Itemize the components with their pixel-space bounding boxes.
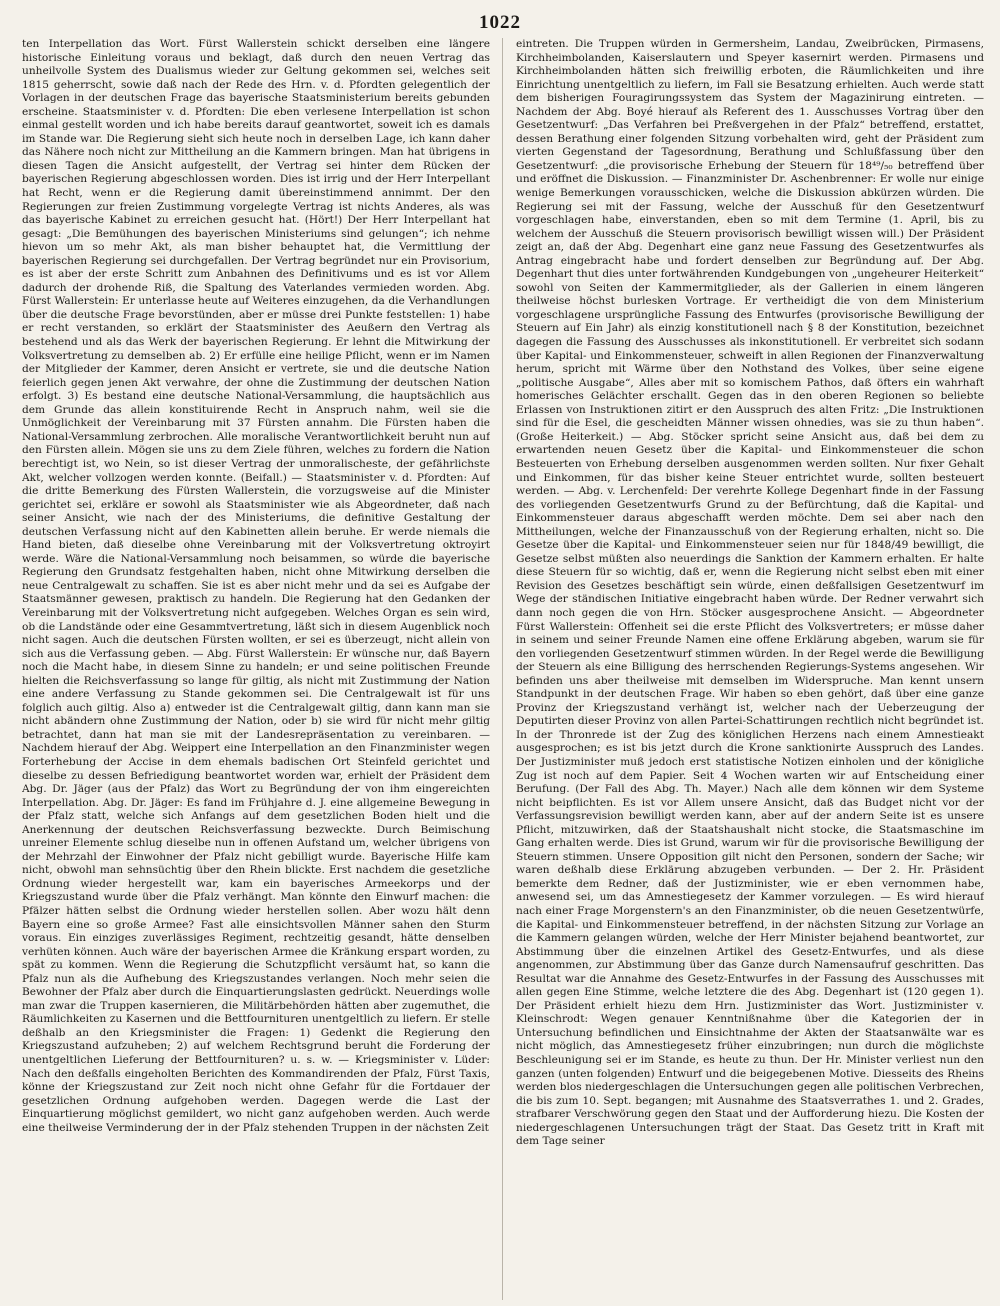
left-column — [22, 38, 490, 1300]
right-column-text: eintreten. Die Truppen würden in Germersheim, Landau, Zweibrücken, Pirmasens, Kirchheimbolanden, Kaiserslautern und Speyer kasernirt werden. Pirmasens und Kirchheimbolanden hätten sich freiwillig erboten, die Räumlichkeiten und ihre Einrichtung unentgeltlich zu liefern, im Fall sie Besatzung erhielten. Auch werde statt dem bisherigen Fouragirungssystem das System der Magazinirung eintreten. — Nachdem der Abg. Boyé hierauf als Referent des 1. Ausschusses Vortrag über den Gesetzentwurf: „Das Verfahren bei Preßvergehen in der Pfalz“ betreffend, erstattet, dessen Berathung einer folgenden Sitzung vorbehalten wird, geht der Präsident zum vierten Gegenstand der Tagesordnung, Berathung und Schlußfassung über den Gesetzentwurf: „die provisorische Erhebung der Steuern für 18⁴⁹/₅₀ betreffend über und eröffnet die Diskussion. — Finanzminister Dr. Aschenbrenner: Er wolle nur einige wenige Bemerkungen vorausschicken, welche die Diskussion abkürzen würden. Die Regierung sei mit der Fassung, welche der Ausschuß für den Gesetzentwurf vorgeschlagen habe, einverstanden, eben so mit dem Termine (1. April, bis zu welchem der Ausschuß die Steuern provisorisch bewilligt wissen will.) Der Präsident zeigt an, daß der Abg. Degenhart eine ganz neue Fassung des Gesetzentwurfes als Antrag eingebracht habe und fordert denselben zur Begründung auf. Der Abg. Degenhart thut dies unter fortwährenden Kundgebungen von „ungeheurer Heiterkeit“ sowohl von Seiten der Kammermitglieder, als der Gallerien in einem längeren theilweise höchst burlesken Vortrage. Er vertheidigt die von dem Ministerium vorgeschlagene ursprüngliche Fassung des Entwurfes (provisorische Bewilligung der Steuern auf Ein Jahr) als einzig konstitutionell nach § 8 der Konstitution, bezeichnet dagegen die Fassung des Ausschusses als inkonstitutionell. Er verbreitet sich sodann über Kapital- und Einkommensteuer, schweift in allen Regionen der Finanzverwaltung herum, spricht mit Wärme über den Nothstand des Volkes, über seine eigene „politische Ausgabe“, Alles aber mit so komischem Pathos, daß öfters ein wahrhaft homerisches Gelächter erschallt. Gegen das in den oberen Regionen so beliebte Erlassen von Instruktionen zitirt er den Ausspruch des alten Fritz: „Die Instruktionen sind für die Esel, die gescheidten Männer wissen ohnedies, was sie zu thun haben“. (Große Heiterkeit.) — Abg. Stöcker spricht seine Ansicht aus, daß bei dem zu erwartenden neuen Gesetz über die Kapital- und Einkommensteuer die schon Besteuerten von Erhebung derselben ausgenommen werden sollten. Nur fixer Gehalt und Einkommen, für das bisher keine Steuer entrichtet wurde, sollten besteuert werden. — Abg. v. Lerchenfeld: Der verehrte Kollege Degenhart finde in der Fassung des vorliegenden Gesetzentwurfs Grund zu der Befürchtung, daß die Kapital- und Einkommensteuer daraus abgeschafft werden möchte. Dem sei aber nach den Mittheilungen, welche der Finanzausschuß von der Regierung erhalten, nicht so. Die Gesetze über die Kapital- und Einkommensteuer seien nur für 1848/49 bewilligt, die Gesetze selbst müßten also neuerdings die Sanktion der Kammern erhalten. Er halte diese Steuern für so wichtig, daß er, wenn die Regierung nicht selbst eben mit einer Revision des Gesetzes beschäftigt sein würde, einen deßfallsigen Gesetzentwurf im Wege der ständischen Initiative eingebracht haben würde. Der Redner verwahrt sich dann noch gegen die von Hrn. Stöcker ausgesprochene Ansicht. — Abgeordneter Fürst Wallerstein: Offenheit sei die erste Pflicht des Volksvertreters; er müsse daher in seinem und seiner Freunde Namen eine offene Erklärung abgeben, warum sie für den vorliegenden Gesetzentwurf stimmen würden. In der Regel werde die Bewilligung der Steuern als eine Billigung des herrschenden Regierungs-Systems angesehen. Wir befinden uns aber theilweise mit demselben im Widerspruche. Man kennt unsern Standpunkt in der deutschen Frage. Wir haben so eben gehört, daß über eine ganze Provinz der Kriegszustand verhängt ist, welcher nach der Ueberzeugung der Deputirten dieser Provinz von allen Partei-Schattirungen rechtlich nicht begründet ist. In der Thronrede ist der Zug des königlichen Herzens nach einem Amnestieakt ausgesprochen; es ist bis jetzt durch die Krone sanktionirte Ausspruch des Landes. Der Justizminister muß jedoch erst statistische Notizen einholen und der königliche Zug ist noch auf dem Papier. Seit 4 Wochen warten wir auf Entscheidung einer Berufung. (Der Fall des Abg. Th. Mayer.) Nach alle dem können wir dem Systeme nicht beipflichten. Es ist vor Allem unsere Ansicht, daß das Budget nicht vor der Verfassungsrevision bewilligt werden kann, aber auf der andern Seite ist es unsere Pflicht, mitzuwirken, daß der Staatshaushalt nicht stocke, die Staatsmaschine im Gang erhalten werde. Dies ist Grund, warum wir für die provisorische Bewilligung der Steuern stimmen. Unsere Opposition gilt nicht den Personen, sondern der Sache; wir waren deßhalb diese Erklärung abzugeben verbunden. — Der 2. Hr. Präsident bemerkte dem Redner, daß der Justizminister, wie er eben vernommen habe, anwesend sei, um das Amnestiegesetz der Kammer vorzulegen. — Es wird hierauf nach einer Frage Morgenstern's an den Finanzminister, ob die neuen Gesetzentwürfe, die Kapital- und Einkommensteuer betreffend, in der nächsten Sitzung zur Vorlage an die Kammern gelangen würden, welche der Herr Minister bejahend beantwortet, zur Abstimmung über die einzelnen Artikel des Gesetz-Entwurfes, und als diese angenommen, zur Abstimmung über das Ganze durch Namensaufruf geschritten. Das Resultat war die Annahme des Gesetz-Entwurfes in der Fassung des Ausschusses mit allen gegen Eine Stimme, welche letztere die des Abg. Degenhart ist (120 gegen 1). Der Präsident erhielt hiezu dem Hrn. Justizminister das Wort. Justizminister v. Kleinschrodt: Wegen genauer Kenntnißnahme über die Kategorien der in Untersuchung befindlichen und Einsichtnahme der Akten der Staatsanwälte war es nicht möglich, das Amnestiegesetz früher einzubringen; nun durch die möglichste Beschleunigung sei er im Stande, es heute zu thun. Der Hr. Minister verliest nun den ganzen (unten folgenden) Entwurf und die beigegebenen Motive. Diesseits des Rheins werden blos niedergeschlagen die Untersuchungen gegen alle politischen Verbrechen, die bis zum 10. Sept. begangen; mit Ausnahme des Staatsverrathes 1. und 2. Grades, strafbarer Verschwörung gegen den Staat und der Aufforderung hiezu. Die Kosten der niedergeschlagenen Untersuchungen trägt der Staat. Das Gesetz tritt in Kraft mit dem Tage seiner — [516, 38, 984, 1148]
page-number: 1022 — [479, 12, 521, 33]
left-column-text: ten Interpellation das Wort. Fürst Wallerstein schickt derselben eine längere historische Einleitung voraus und beklagt, daß durch den neuen Vertrag das unheilvolle System des Dualismus wieder zur Geltung gekommen sei, welches seit 1815 geherrscht, sowie daß nach der Rede des Hrn. v. d. Pfordten gelegentlich der Vorlagen in der deutschen Frage das bayerische Staatsministerium bereits gebunden erscheine. Staatsminister v. d. Pfordten: Die eben verlesene Interpellation ist schon einmal gestellt worden und ich habe bereits darauf geantwortet, soweit ich es damals im Stande war. Die Regierung sieht sich heute noch in derselben Lage, ich kann daher das Nähere noch nicht zur Mittheilung an die Kammern bringen. Man hat übrigens in diesen Tagen die Ansicht aufgestellt, der Vertrag sei hinter dem Rücken der bayerischen Regierung abgeschlossen worden. Dies ist irrig und der Herr Interpellant hat Recht, wenn er die Regierung damit übereinstimmend annimmt. Der den Regierungen zur freien Zustimmung vorgelegte Vertrag ist nichts Anderes, als was das bayerische Kabinet zu erreichen gesucht hat. (Hört!) Der Herr Interpellant hat gesagt: „Die Bemühungen des bayerischen Ministeriums sind gelungen“; ich nehme hievon um so mehr Akt, als man bisher behauptet hat, die Vermittlung der bayerischen Regierung sei durchgefallen. Der Vertrag begründet nur ein Provisorium, es ist aber der erste Schritt zum Anbahnen des Definitivums und es ist vor Allem dadurch der drohende Riß, die Spaltung des Vaterlandes vermieden worden. Abg. Fürst Wallerstein: Er unterlasse heute auf Weiteres einzugehen, da die Verhandlungen über die deutsche Frage bevorstünden, aber er müsse drei Punkte feststellen: 1) habe er recht verstanden, so erklärt der Staatsminister des Aeußern den Vertrag als bestehend und als das Werk der bayerischen Regierung. Er lehnt die Mitwirkung der Volksvertretung zu demselben ab. 2) Er erfülle eine heilige Pflicht, wenn er im Namen der Mitglieder der Kammer, deren Ansicht er vertrete, sie und die deutsche Nation feierlich gegen jenen Akt verwahre, der ohne die Zustimmung der deutschen Nation erfolgt. 3) Es bestand eine deutsche National-Versammlung, die hauptsächlich aus dem Grunde das allein konstituirende Recht in Anspruch nahm, weil sie die Unmöglichkeit der Vereinbarung mit 37 Fürsten annahm. Die Fürsten haben die National-Versammlung zerbrochen. Alle moralische Verantwortlichkeit beruht nun auf den Fürsten allein. Mögen sie uns zu dem Ziele führen, welches zu fordern die Nation berechtigt ist, wo Nein, so ist dieser Vertrag der unmoralischeste, der gefährlichste Akt, welcher vollzogen werden konnte. (Beifall.) — Staatsminister v. d. Pfordten: Auf die dritte Bemerkung des Fürsten Wallerstein, die vorzugsweise auf die Minister gerichtet sei, erkläre er sowohl als Staatsminister wie als Abgeordneter, daß nach seiner Ansicht, wie nach der des Ministeriums, die definitive Gestaltung der deutschen Verfassung nicht auf den Kabinetten allein beruhe. Er werde niemals die Hand bieten, daß dieselbe ohne Vereinbarung mit der Volksvertretung oktroyirt werde. Wäre die National-Versammlung noch beisammen, so würde die bayerische Regierung den Grundsatz festgehalten haben, nicht ohne Mitwirkung derselben die neue Centralgewalt zu schaffen. Sie ist es aber nicht mehr und da sei es Aufgabe der Staatsmänner gewesen, praktisch zu handeln. Die Regierung hat den Gedanken der Vereinbarung mit der Volksvertretung nicht aufgegeben. Welches Organ es sein wird, ob die Landstände oder eine Gesammtvertretung, läßt sich in diesem Augenblick noch nicht sagen. Auch die deutschen Fürsten wollten, er sei es überzeugt, nicht allein von sich aus die Verfassung geben. — Abg. Fürst Wallerstein: Er wünsche nur, daß Bayern noch die Macht habe, in diesem Sinne zu handeln; er und seine politischen Freunde hielten die Reichsverfassung so lange für giltig, als nicht mit Zustimmung der Nation eine andere Verfassung zu Stande gekommen sei. Die Centralgewalt ist für uns folglich auch giltig. Also a) entweder ist die Centralgewalt giltig, dann kann man sie nicht abändern ohne Zustimmung der Nation, oder b) sie wird für nicht mehr giltig betrachtet, dann hat man sie mit der Landesrepräsentation zu vereinbaren. — Nachdem hierauf der Abg. Weippert eine Interpellation an den Finanzminister wegen Forterhebung der Accise in dem ehemals badischen Ort Steinfeld gerichtet und dieselbe zu dessen Befriedigung beantwortet worden war, erhielt der Präsident dem Abg. Dr. Jäger (aus der Pfalz) das Wort zu Begründung der von ihm eingereichten Interpellation. Abg. Dr. Jäger: Es fand im Frühjahre d. J. eine allgemeine Bewegung in der Pfalz statt, welche sich Anfangs auf dem gesetzlichen Boden hielt und die Anerkennung der deutschen Reichsverfassung bezweckte. Durch Beimischung unreiner Elemente schlug dieselbe nun in offenen Aufstand um, welcher übrigens von der Mehrzahl der Einwohner der Pfalz nicht gebilligt wurde. Bayerische Hilfe kam nicht, obwohl man sehnsüchtig über den Rhein blickte. Erst nachdem die gesetzliche Ordnung wieder hergestellt war, kam ein bayerisches Armeekorps und der Kriegszustand wurde über die Pfalz verhängt. Man könnte den Einwurf machen: die Pfälzer hätten selbst die Ordnung wieder herstellen sollen. Aber wozu hält denn Bayern eine so große Armee? Fast alle einsichtsvollen Männer sahen den Sturm voraus. Ein einziges zuverlässiges Regiment, rechtzeitig gesandt, hätte denselben verhüten können. Auch wäre der bayerischen Armee die Kränkung erspart worden, zu spät zu kommen. Wenn die Regierung die Schutzpflicht versäumt hat, so kann die Pfalz nun als die Aufhebung des Kriegszustandes verlangen. Noch mehr seien die Bewohner der Pfalz aber durch die Einquartierungslasten gedrückt. Neuerdings wolle man zwar die Truppen kasernieren, die Militärbehörden hätten aber zugemuthet, die Räumlichkeiten zu Kasernen und die Bettfournituren unentgeltlich zu liefern. Er stelle deßhalb an den Kriegsminister die Fragen: 1) Gedenkt die Regierung den Kriegszustand aufzuheben; 2) auf welchem Rechtsgrund beruht die Forderung der unentgeltlichen Lieferung der Bettfournituren? u. s. w. — Kriegsminister v. Lüder: Nach den deßfalls eingeholten Berichten des Kommandirenden der Pfalz, Fürst Taxis, könne der Kriegszustand zur Zeit noch nicht ohne Gefahr für die Fortdauer der gesetzlichen Ordnung aufgehoben werden. Dagegen werde die Last der Einquartierung möglichst gemildert, wo nicht ganz aufgehoben werden. Auch werde eine theilweise Verminderung der in der Pfalz stehenden Truppen in der nächsten Zeit — [22, 38, 490, 1134]
right-column — [516, 38, 984, 1300]
text-columns — [22, 38, 984, 1300]
